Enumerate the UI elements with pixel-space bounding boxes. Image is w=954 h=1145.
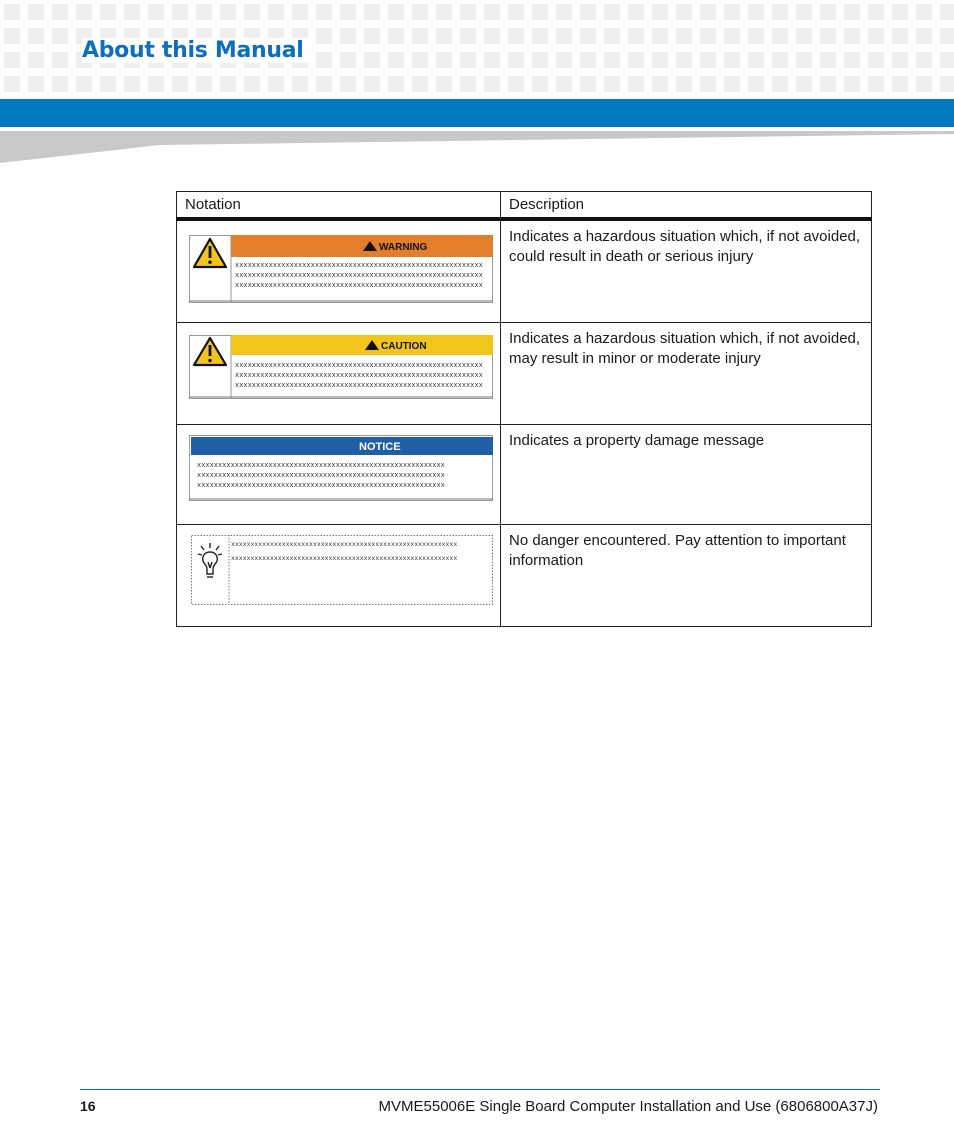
pattern-square <box>868 52 884 68</box>
pattern-square <box>652 28 668 44</box>
placeholder-line: xxxxxxxxxxxxxxxxxxxxxxxxxxxxxxxxxxxxxxxxxxxxxxxxxxxxxxxxxxx <box>235 281 483 290</box>
pattern-square <box>556 76 572 92</box>
pattern-square <box>4 76 20 92</box>
pattern-square <box>820 28 836 44</box>
pattern-square <box>412 76 428 92</box>
pattern-square <box>724 52 740 68</box>
pattern-square <box>100 4 116 20</box>
pattern-square <box>532 28 548 44</box>
pattern-square <box>52 28 68 44</box>
pattern-square <box>796 4 812 20</box>
pattern-square <box>916 28 932 44</box>
notice-placeholder-text <box>197 461 492 491</box>
placeholder-line: xxxxxxxxxxxxxxxxxxxxxxxxxxxxxxxxxxxxxxxxxxxxxxxxxxxxxxxxxxx <box>235 362 483 370</box>
table-row <box>177 219 872 323</box>
notation-cell-caution <box>177 323 501 425</box>
pattern-square <box>4 4 20 20</box>
column-header-notation: Notation <box>177 192 501 219</box>
pattern-square <box>844 4 860 20</box>
pattern-square <box>652 52 668 68</box>
pattern-square <box>796 28 812 44</box>
pattern-square <box>124 4 140 20</box>
pattern-square <box>484 52 500 68</box>
notice-label: NOTICE <box>359 441 401 453</box>
pattern-square <box>676 28 692 44</box>
placeholder-line: xxxxxxxxxxxxxxxxxxxxxxxxxxxxxxxxxxxxxxxxxxxxxxxxxxxxxxxxxxx <box>235 271 483 280</box>
pattern-square <box>316 76 332 92</box>
pattern-square <box>700 4 716 20</box>
pattern-square <box>28 4 44 20</box>
pattern-square <box>316 52 332 68</box>
pattern-square <box>940 76 954 92</box>
pattern-square <box>148 76 164 92</box>
pattern-square <box>820 4 836 20</box>
description-info: No danger encountered. Pay attention to important information <box>501 525 872 627</box>
placeholder-line: xxxxxxxxxxxxxxxxxxxxxxxxxxxxxxxxxxxxxxxxxxxxxxxxxxxxxxxxxxx <box>197 472 445 480</box>
pattern-square <box>580 4 596 20</box>
pattern-square <box>604 4 620 20</box>
pattern-square <box>412 4 428 20</box>
pattern-square <box>652 4 668 20</box>
pattern-square <box>364 76 380 92</box>
table-row <box>177 425 872 525</box>
pattern-square <box>580 28 596 44</box>
pattern-square <box>748 4 764 20</box>
header-blue-band <box>0 99 954 127</box>
pattern-square <box>172 76 188 92</box>
pattern-square <box>772 28 788 44</box>
pattern-square <box>508 52 524 68</box>
warning-label: WARNING <box>379 241 428 253</box>
pattern-square <box>28 76 44 92</box>
pattern-square <box>628 52 644 68</box>
pattern-square <box>412 28 428 44</box>
notation-cell-notice <box>177 425 501 525</box>
pattern-square <box>220 4 236 20</box>
pattern-square <box>916 52 932 68</box>
pattern-square <box>916 4 932 20</box>
pattern-square <box>52 52 68 68</box>
pattern-square <box>364 28 380 44</box>
pattern-square <box>676 52 692 68</box>
page-title: About this Manual <box>82 38 308 63</box>
pattern-square <box>436 4 452 20</box>
pattern-square <box>220 76 236 92</box>
pattern-square <box>556 52 572 68</box>
pattern-square <box>892 28 908 44</box>
pattern-square <box>244 76 260 92</box>
pattern-square <box>196 76 212 92</box>
pattern-square <box>820 76 836 92</box>
document-title: MVME55006E Single Board Computer Installation and Use (6806800A37J) <box>378 1098 878 1115</box>
caution-placeholder-text <box>235 361 491 391</box>
pattern-square <box>940 52 954 68</box>
pattern-square <box>316 28 332 44</box>
pattern-square <box>748 52 764 68</box>
pattern-square <box>604 52 620 68</box>
placeholder-line: xxxxxxxxxxxxxxxxxxxxxxxxxxxxxxxxxxxxxxxxxxxxxxxxxxxxxxxxxx <box>231 555 458 562</box>
placeholder-line: xxxxxxxxxxxxxxxxxxxxxxxxxxxxxxxxxxxxxxxxxxxxxxxxxxxxxxxxxxx <box>235 261 483 270</box>
pattern-square <box>340 52 356 68</box>
pattern-square <box>868 76 884 92</box>
pattern-square <box>340 4 356 20</box>
table-row <box>177 323 872 425</box>
pattern-square <box>796 52 812 68</box>
pattern-square <box>556 28 572 44</box>
pattern-square <box>76 4 92 20</box>
pattern-square <box>436 52 452 68</box>
pattern-square <box>580 52 596 68</box>
pattern-square <box>52 4 68 20</box>
page-number: 16 <box>80 1098 96 1114</box>
placeholder-line: xxxxxxxxxxxxxxxxxxxxxxxxxxxxxxxxxxxxxxxxxxxxxxxxxxxxxxxxxx <box>231 541 458 548</box>
placeholder-line: xxxxxxxxxxxxxxxxxxxxxxxxxxxxxxxxxxxxxxxxxxxxxxxxxxxxxxxxxxx <box>197 482 445 490</box>
pattern-square <box>772 4 788 20</box>
pattern-square <box>340 76 356 92</box>
pattern-square <box>748 28 764 44</box>
pattern-square <box>484 4 500 20</box>
pattern-square <box>76 76 92 92</box>
table-row <box>177 525 872 627</box>
pattern-square <box>4 28 20 44</box>
caution-label: CAUTION <box>381 341 427 352</box>
pattern-square <box>556 4 572 20</box>
pattern-square <box>724 28 740 44</box>
pattern-square <box>940 4 954 20</box>
pattern-square <box>604 76 620 92</box>
pattern-square <box>700 52 716 68</box>
pattern-square <box>4 52 20 68</box>
pattern-square <box>436 76 452 92</box>
notation-cell-warning <box>177 219 501 323</box>
pattern-square <box>532 76 548 92</box>
pattern-square <box>436 28 452 44</box>
pattern-square <box>892 52 908 68</box>
pattern-square <box>892 76 908 92</box>
pattern-square <box>388 4 404 20</box>
lightbulb-icon <box>198 543 222 577</box>
pattern-square <box>268 76 284 92</box>
pattern-square <box>388 76 404 92</box>
pattern-square <box>652 76 668 92</box>
pattern-square <box>724 4 740 20</box>
notation-cell-info <box>177 525 501 627</box>
pattern-square <box>628 4 644 20</box>
pattern-square <box>268 4 284 20</box>
pattern-square <box>796 76 812 92</box>
pattern-square <box>748 76 764 92</box>
info-placeholder-text <box>231 538 491 566</box>
column-header-description: Description <box>501 192 872 219</box>
pattern-square <box>628 76 644 92</box>
description-notice: Indicates a property damage message <box>501 425 872 525</box>
pattern-square <box>460 28 476 44</box>
header-gray-swoosh <box>0 131 954 163</box>
pattern-square <box>412 52 428 68</box>
pattern-square <box>388 52 404 68</box>
pattern-square <box>28 52 44 68</box>
pattern-square <box>844 76 860 92</box>
pattern-square <box>172 4 188 20</box>
pattern-square <box>724 76 740 92</box>
warning-placeholder-text <box>235 261 491 291</box>
placeholder-line: xxxxxxxxxxxxxxxxxxxxxxxxxxxxxxxxxxxxxxxxxxxxxxxxxxxxxxxxxxx <box>197 462 445 470</box>
pattern-square <box>460 52 476 68</box>
pattern-square <box>532 52 548 68</box>
pattern-square <box>388 28 404 44</box>
pattern-square <box>844 52 860 68</box>
pattern-square <box>364 52 380 68</box>
placeholder-line: xxxxxxxxxxxxxxxxxxxxxxxxxxxxxxxxxxxxxxxxxxxxxxxxxxxxxxxxxxx <box>235 372 483 380</box>
pattern-square <box>100 76 116 92</box>
pattern-square <box>244 4 260 20</box>
pattern-square <box>868 4 884 20</box>
pattern-square <box>340 28 356 44</box>
pattern-square <box>28 28 44 44</box>
pattern-square <box>316 4 332 20</box>
pattern-square <box>700 28 716 44</box>
pattern-square <box>484 76 500 92</box>
pattern-square <box>460 4 476 20</box>
pattern-square <box>148 4 164 20</box>
pattern-square <box>364 4 380 20</box>
description-warning: Indicates a hazardous situation which, if not avoided, could result in death or serious injury <box>501 219 872 323</box>
pattern-square <box>124 76 140 92</box>
pattern-square <box>460 76 476 92</box>
pattern-square <box>532 4 548 20</box>
pattern-square <box>508 28 524 44</box>
pattern-square <box>700 76 716 92</box>
pattern-square <box>916 76 932 92</box>
pattern-square <box>868 28 884 44</box>
pattern-square <box>772 52 788 68</box>
pattern-square <box>844 28 860 44</box>
pattern-square <box>508 76 524 92</box>
pattern-square <box>484 28 500 44</box>
pattern-square <box>676 4 692 20</box>
pattern-square <box>292 76 308 92</box>
table-header-row <box>177 192 872 219</box>
footer-rule <box>80 1089 880 1090</box>
pattern-square <box>820 52 836 68</box>
pattern-square <box>676 76 692 92</box>
pattern-square <box>940 28 954 44</box>
pattern-square <box>508 4 524 20</box>
pattern-square <box>604 28 620 44</box>
pattern-square <box>892 4 908 20</box>
pattern-square <box>292 4 308 20</box>
pattern-square <box>196 4 212 20</box>
pattern-square <box>628 28 644 44</box>
notation-table <box>176 191 872 627</box>
description-caution: Indicates a hazardous situation which, if not avoided, may result in minor or moderate injury <box>501 323 872 425</box>
pattern-square <box>52 76 68 92</box>
pattern-square <box>580 76 596 92</box>
pattern-square <box>772 76 788 92</box>
placeholder-line: xxxxxxxxxxxxxxxxxxxxxxxxxxxxxxxxxxxxxxxxxxxxxxxxxxxxxxxxxxx <box>235 382 483 390</box>
